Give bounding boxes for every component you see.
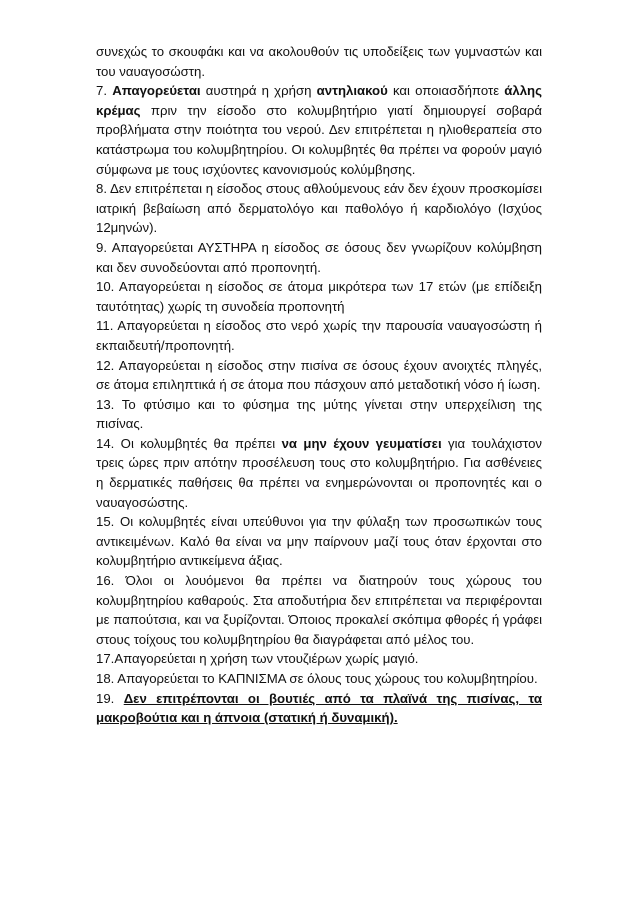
text-segment: 9. Απαγορεύεται ΑΥΣΤΗΡΑ η είσοδος σε όσους δεν γνωρίζουν κολύμβηση και δεν συνοδεύονται από προπονητή. — [96, 239, 542, 275]
paragraph-r17 — [96, 649, 542, 669]
paragraph-r14 — [96, 434, 542, 512]
text-segment: 14. Οι κολυμβητές θα πρέπει — [96, 435, 282, 451]
document-body — [96, 42, 542, 728]
text-segment: 12. Απαγορεύεται η είσοδος στην πισίνα σε όσους έχουν ανοιχτές πληγές, σε άτομα επιληπτικά ή σε άτομα που πάσχουν από μεταδοτική νόσο ή ίωση. — [96, 357, 542, 393]
text-segment: Απαγορεύεται — [112, 83, 201, 99]
text-segment: 8. Δεν επιτρέπεται η είσοδος στους αθλούμενους εάν δεν έχουν προσκομίσει ιατρική βεβαίωση από δερματολόγο και παθολόγο ή καρδιολόγο (Ισχύος 12μηνών). — [96, 181, 542, 236]
paragraph-r16 — [96, 571, 542, 649]
text-segment: 13. Το φτύσιμο και το φύσημα της μύτης γίνεται στην υπερχείλιση της πισίνας. — [96, 396, 542, 432]
text-segment: 11. Απαγορεύεται η είσοδος στο νερό χωρίς την παρουσία ναυαγοσώστη ή εκπαιδευτή/προπονητή. — [96, 318, 542, 353]
paragraph-r10 — [96, 277, 542, 316]
text-segment: για τουλάχιστον τρεις ώρες πριν απότην προσέλευση τους στο κολυμβητήριο. Για ασθένειες η δερματικές παθήσεις θα πρέπει να ενημερώνονται οι προπονητές και ο ναυαγοσώστης. — [96, 435, 543, 510]
paragraph-r9 — [96, 238, 542, 277]
text-segment: 10. Απαγορεύεται η είσοδος σε άτομα μικρότερα των 17 ετών (με επίδειξη ταυτότητας) χωρίς τη συνοδεία προπονητή — [96, 279, 542, 314]
paragraph-r11 — [96, 316, 542, 355]
paragraph-r18 — [96, 669, 542, 689]
paragraph-r8 — [96, 179, 542, 238]
text-segment: 16. Όλοι οι λουόμενοι θα πρέπει να διατηρούν τους χώρους του κολυμβητηρίου καθαρούς. Στα αποδυτήρια δεν επιτρέπεται να περιφέρονται με παπούτσια, και να ξυρίζονται. Όποιος προκαλεί σκόπιμα φθορές ή γράφει στους τοίχους του κολυμβητηρίου θα διαγράφεται από μέλος του. — [96, 573, 542, 647]
text-segment: συνεχώς το σκουφάκι και να ακολουθούν τις υποδείξεις των γυμναστών και του ναυαγοσώστη. — [96, 44, 542, 79]
text-segment: Δεν επιτρέπονται οι βουτιές από τα πλαϊνά της πισίνας, τα μακροβούτια και η άπνοια (στατική ή δυναμική). — [96, 690, 542, 726]
paragraph-r13 — [96, 395, 542, 434]
text-segment: άλλης κρέμας — [96, 83, 542, 118]
text-segment: 18. Απαγορεύεται το ΚΑΠΝΙΣΜΑ σε όλους τους χώρους του κολυμβητηρίου. — [96, 671, 538, 686]
text-segment: 15. Οι κολυμβητές είναι υπεύθυνοι για την φύλαξη των προσωπικών τους αντικειμένων. Καλό θα είναι να μην παίρνουν μαζί τους όταν έρχονται στο κολυμβητήριο αντικείμενα άξιας. — [96, 514, 542, 569]
paragraph-intro — [96, 42, 542, 81]
paragraph-r15 — [96, 512, 542, 571]
paragraph-r7 — [96, 81, 542, 179]
text-segment: και οποιασδήποτε — [387, 83, 505, 99]
text-segment: πριν την είσοδο στο κολυμβητήριο γιατί δημιουργεί σοβαρά προβλήματα στην ποιότητα του νερού. Δεν επιτρέπεται η ηλιοθεραπεία στο κατάστρωμα του κολυμβητηρίου. Οι κολυμβητές θα πρέπει να φορούν μαγιό σύμφωνα με τους ισχύοντες κανονισμούς κολύμβησης. — [96, 102, 542, 177]
paragraph-r19 — [96, 689, 542, 728]
text-segment: να μην έχουν γευματίσει — [281, 435, 442, 451]
paragraph-r12 — [96, 356, 542, 395]
text-segment: 19. — [96, 690, 124, 706]
text-segment: αντηλιακού — [316, 83, 388, 99]
text-segment: 7. — [96, 83, 113, 99]
text-segment: αυστηρά η χρήση — [200, 83, 317, 99]
text-segment: 17.Απαγορεύεται η χρήση των ντουζιέρων χωρίς μαγιό. — [96, 651, 419, 667]
